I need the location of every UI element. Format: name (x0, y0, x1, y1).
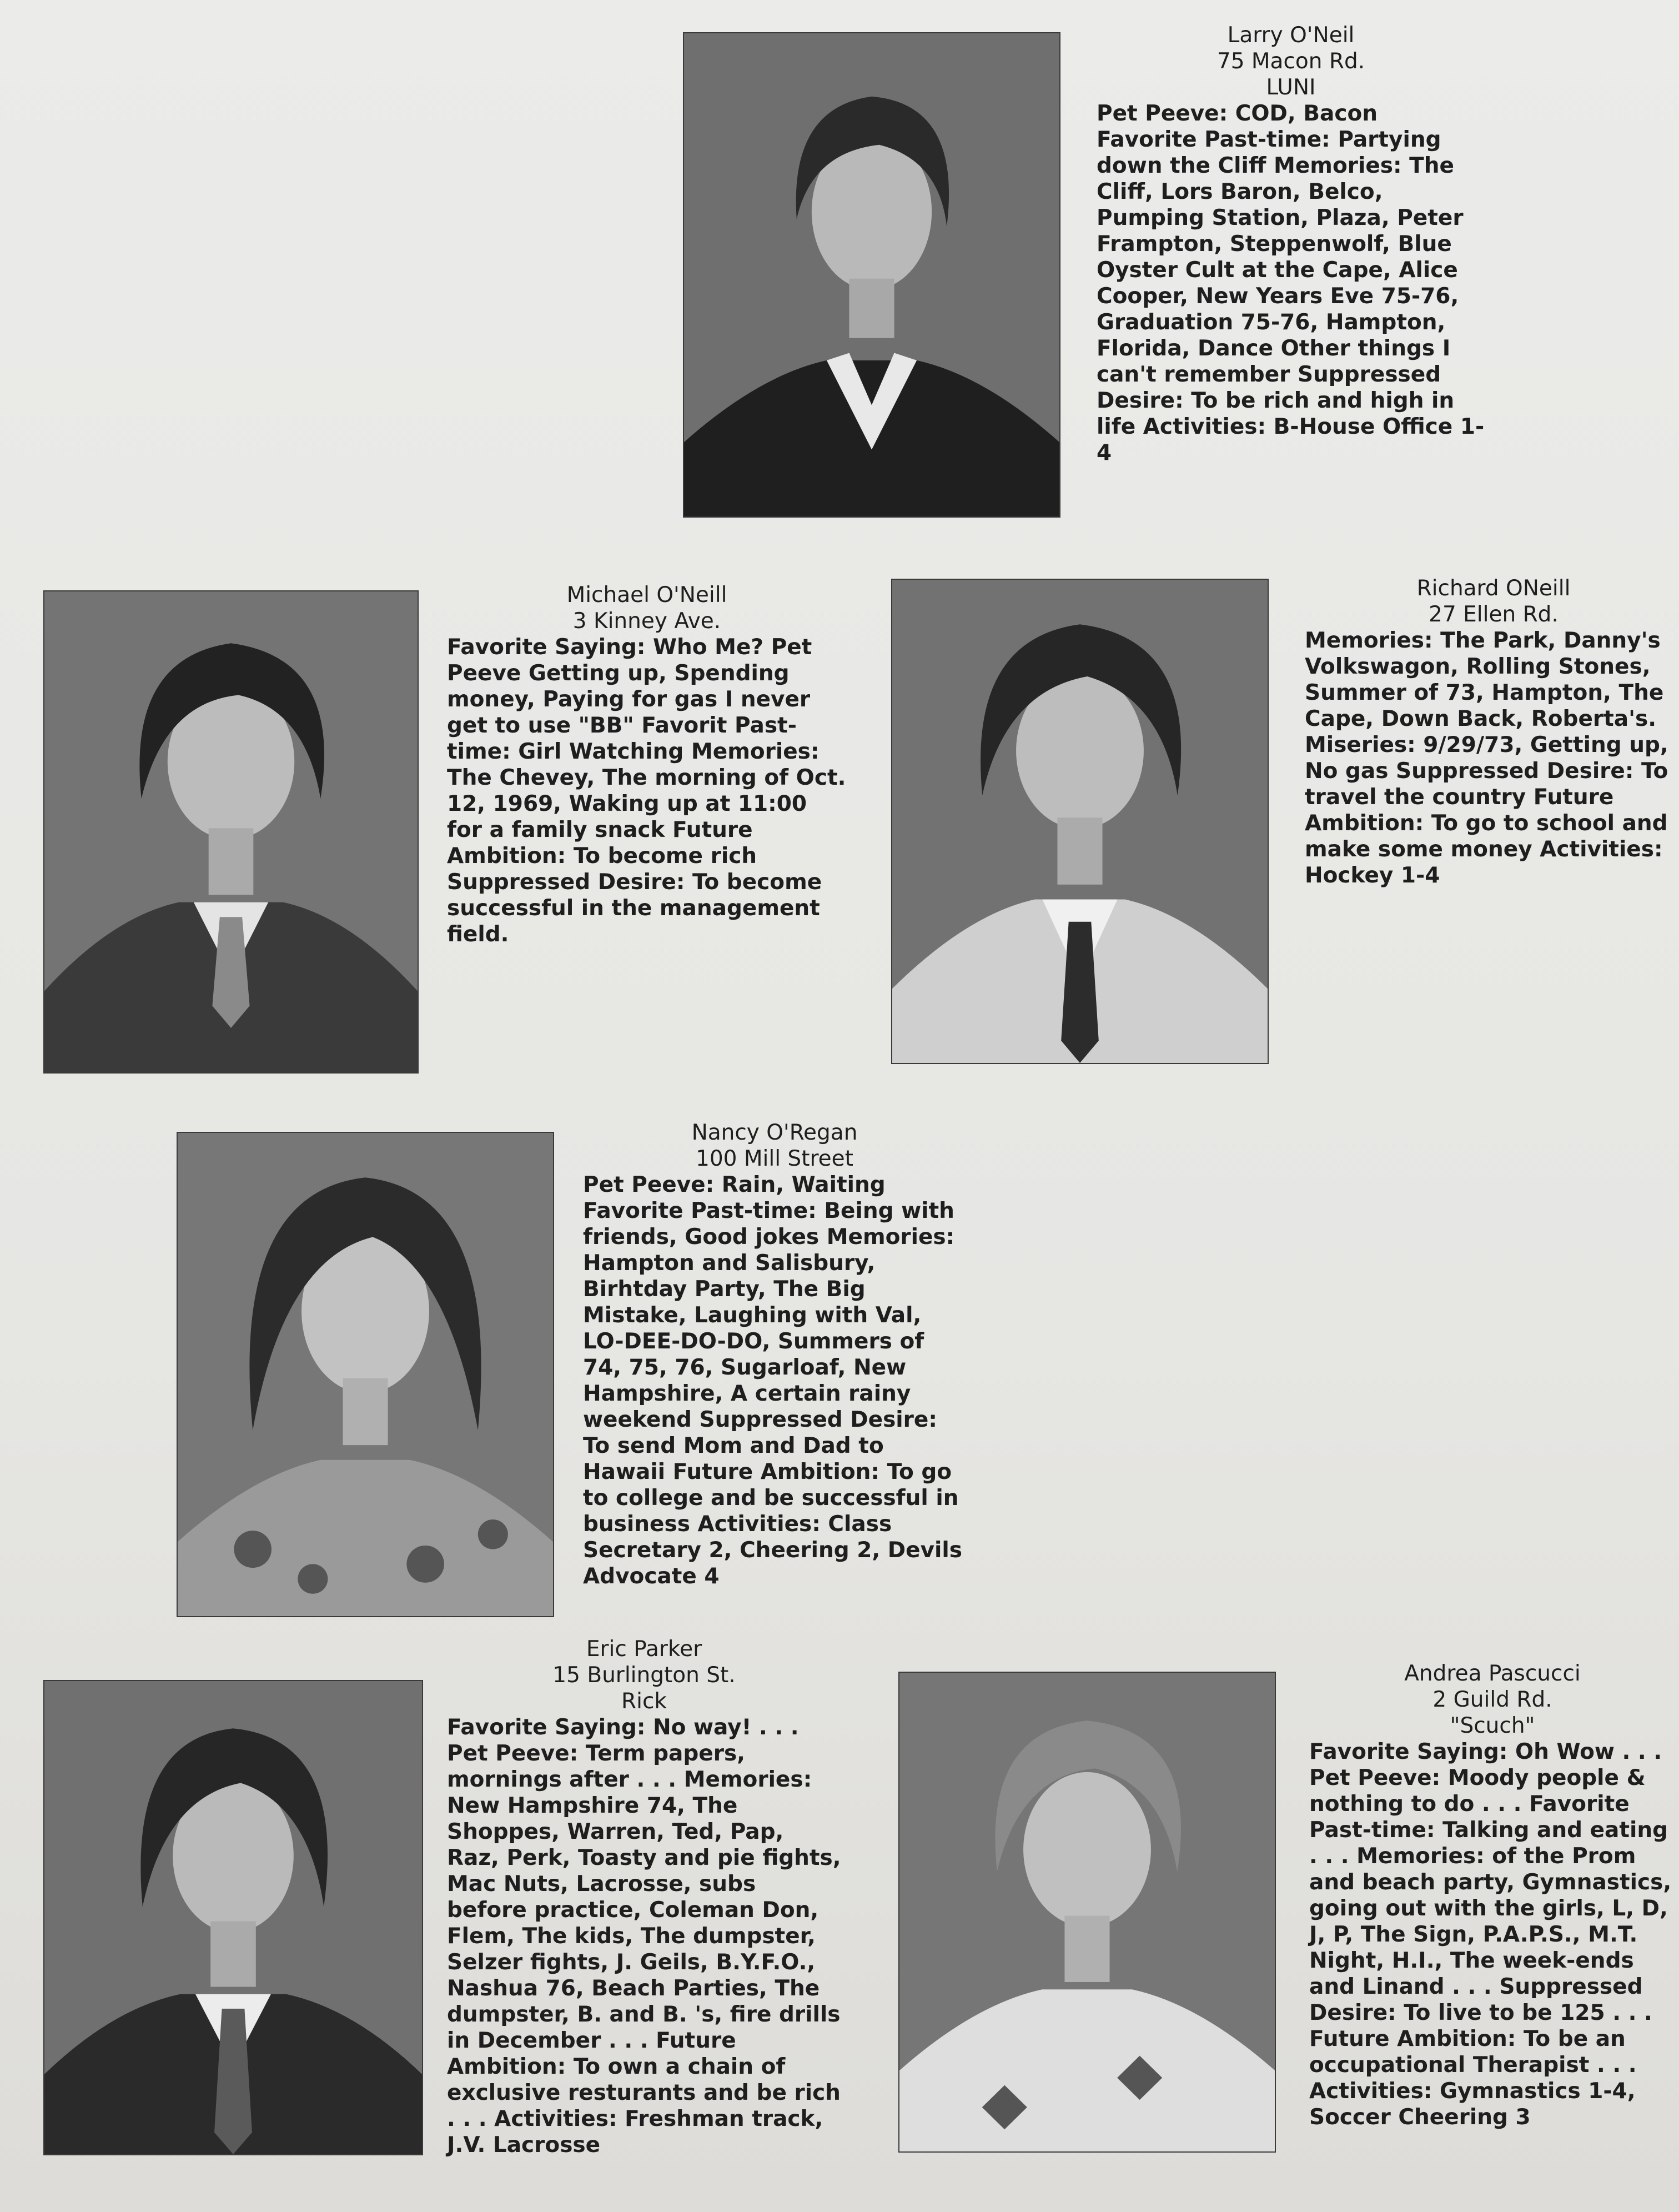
student-name: Richard ONeill (1416, 576, 1571, 601)
student-bio-text: Favorite Saying: No way! . . . Pet Peeve: Term papers, mornings after . . . Memories: New Hampshire 74, The Shoppes, Warren, Ted, Pap, Raz, Perk, Toasty and pie fights, Mac Nuts, Lacrosse, subs before practice, Coleman Don, Flem, The kids, The dumpster, Selzer fights, J. Geils, B.Y.F.O., Nashua 76, Beach Parties, The dumpster, B. and B. 's, fire drills in December . . . Future Ambition: To own a chain of exclusive resturants and be rich . . . Activities: Freshman track, J.V. Lacrosse (447, 1715, 841, 2158)
bio-richard (1305, 575, 1679, 889)
bio-nancy (583, 1120, 966, 1589)
student-nickname: "Scuch" (1450, 1713, 1535, 1738)
student-address: 100 Mill Street (696, 1146, 853, 1171)
student-bio-text: Memories: The Park, Danny's Volkswagon, Rolling Stones, Summer of 73, Hampton, The Cape, Down Back, Roberta's. Miseries: 9/29/73, Getting up, No gas Suppressed Desire: To travel the country Future Ambition: To go to school and make some money Activities: Hockey 1-4 (1305, 628, 1668, 888)
portrait-photo-larry (683, 32, 1060, 518)
student-name: Larry O'Neil (1227, 23, 1355, 48)
bio-eric (447, 1636, 841, 2158)
student-bio-text: Pet Peeve: COD, Bacon Favorite Past-time: Partying down the Cliff Memories: The Cliff, Lors Baron, Belco, Pumping Station, Plaza, Peter Frampton, Steppenwolf, Blue Oyster Cult at the Cape, Alice Cooper, New Years Eve 75-76, Graduation 75-76, Hampton, Florida, Dance Other things I can't remember Suppressed Desire: To be rich and high in life Activities: B-House Office 1-4 (1097, 101, 1485, 465)
student-bio-text: Favorite Saying: Who Me? Pet Peeve Getting up, Spending money, Paying for gas I never get to use "BB" Favorit Past-time: Girl Watching Memories: The Chevey, The morning of Oct. 12, 1969, Waking up at 11:00 for a family snack Future Ambition: To become rich Suppressed Desire: To become successful in the management field. (447, 635, 846, 947)
student-nickname: Rick (621, 1689, 667, 1714)
bio-larry (1097, 22, 1485, 466)
portrait-photo-eric (43, 1680, 423, 2155)
student-address: 15 Burlington St. (552, 1663, 736, 1688)
student-nickname: LUNI (1266, 75, 1316, 100)
student-name: Nancy O'Regan (691, 1120, 858, 1145)
portrait-photo-richard (891, 579, 1269, 1064)
student-address: 2 Guild Rd. (1432, 1687, 1552, 1712)
student-address: 3 Kinney Ave. (572, 609, 721, 634)
portrait-photo-michael (43, 590, 419, 1074)
student-name: Michael O'Neill (566, 583, 727, 608)
portrait-photo-andrea (898, 1672, 1276, 2153)
student-name: Eric Parker (586, 1637, 702, 1662)
student-address: 75 Macon Rd. (1216, 49, 1365, 74)
student-bio-text: Favorite Saying: Oh Wow . . . Pet Peeve: Moody people & nothing to do . . . Favorite Past-time: Talking and eating . . . Memories: of the Prom and beach party, Gymnastics, going out with the girls, L, D, J, P, The Sign, P.A.P.S., M.T. Night, H.I., The week-ends and Linand . . . Suppressed Desire: To live to be 125 . . . Future Ambition: To be an occupational Therapist . . . Activities: Gymnastics 1-4, Soccer Cheering 3 (1309, 1739, 1672, 2130)
student-name: Andrea Pascucci (1404, 1661, 1581, 1686)
portrait-photo-nancy (177, 1132, 554, 1617)
bio-andrea (1309, 1661, 1676, 2130)
student-address: 27 Ellen Rd. (1429, 602, 1559, 627)
student-bio-text: Pet Peeve: Rain, Waiting Favorite Past-time: Being with friends, Good jokes Memories: Hampton and Salisbury, Birhtday Party, The Big Mistake, Laughing with Val, LO-DEE-DO-DO, Summers of 74, 75, 76, Sugarloaf, New Hampshire, A certain rainy weekend Suppressed Desire: To send Mom and Dad to Hawaii Future Ambition: To go to college and be successful in business Activities: Class Secretary 2, Cheering 2, Devils Advocate 4 (583, 1172, 962, 1589)
bio-michael (447, 582, 847, 947)
